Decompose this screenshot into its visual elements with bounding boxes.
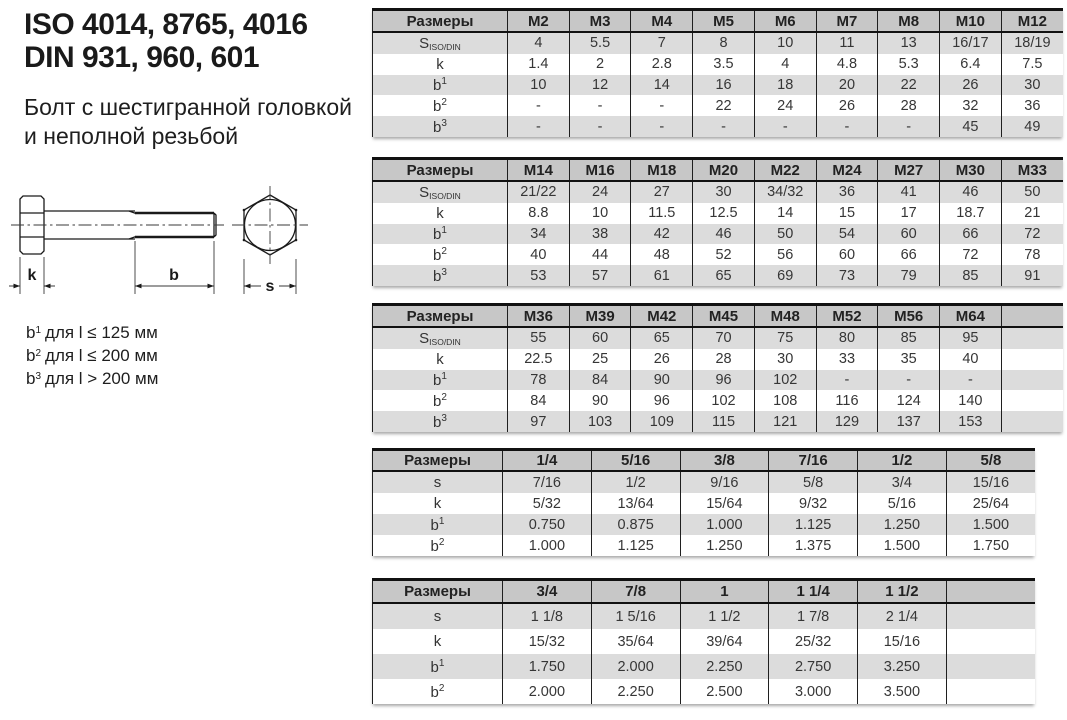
dimension-value bbox=[1001, 370, 1063, 391]
table-row bbox=[373, 679, 1036, 704]
dimension-value: 72 bbox=[1001, 224, 1063, 245]
row-label: $b^1$ bbox=[373, 75, 508, 96]
dimension-b bbox=[135, 241, 214, 294]
size-column-header: M2 bbox=[508, 10, 570, 33]
dimension-value: 2.000 bbox=[591, 654, 680, 679]
dimension-value: 13/64 bbox=[591, 493, 680, 514]
row-label: $b^1$ bbox=[373, 654, 503, 679]
dimension-value: 20 bbox=[816, 75, 878, 96]
table-row bbox=[373, 514, 1036, 535]
dimension-value: 42 bbox=[631, 224, 693, 245]
dimension-value: 4 bbox=[508, 32, 570, 54]
size-column-header: M48 bbox=[754, 305, 816, 328]
bolt-dimensions-table-inch-2 bbox=[372, 578, 1035, 704]
dimension-value: 78 bbox=[1001, 244, 1063, 265]
dimension-value: 2 1/4 bbox=[858, 603, 947, 629]
size-column-header: M64 bbox=[940, 305, 1002, 328]
dimension-value: 34/32 bbox=[754, 181, 816, 203]
row-label: $S_{ISO/DIN}$ bbox=[373, 32, 508, 54]
dimension-value: 69 bbox=[754, 265, 816, 286]
row-label: $b^2$ bbox=[373, 679, 503, 704]
dimension-value: 46 bbox=[940, 181, 1002, 203]
title-iso-standards: ISO 4014, 8765, 4016 bbox=[24, 8, 308, 41]
dimension-value: 26 bbox=[631, 349, 693, 370]
size-column-header: M30 bbox=[940, 159, 1002, 182]
row-label: $b^3$ bbox=[373, 411, 508, 432]
size-column-header: M14 bbox=[508, 159, 570, 182]
dimension-value: - bbox=[569, 95, 631, 116]
row-label: $b^2$ bbox=[373, 95, 508, 116]
size-column-header: M5 bbox=[693, 10, 755, 33]
dimension-value: 109 bbox=[631, 411, 693, 432]
dimension-value: - bbox=[631, 116, 693, 137]
dimension-value: 24 bbox=[754, 95, 816, 116]
dimension-value: 38 bbox=[569, 224, 631, 245]
size-column-header: M10 bbox=[940, 10, 1002, 33]
dimension-value: 78 bbox=[508, 370, 570, 391]
dimension-value: 90 bbox=[569, 390, 631, 411]
dimension-value: 44 bbox=[569, 244, 631, 265]
dimension-value: 41 bbox=[878, 181, 940, 203]
note: $b^2$ для l ≤ 200 мм bbox=[26, 346, 158, 365]
dimension-k bbox=[9, 257, 55, 294]
row-label: $b^2$ bbox=[373, 535, 503, 556]
size-column-header: M39 bbox=[569, 305, 631, 328]
size-column-header: 1 bbox=[680, 580, 769, 604]
table-row bbox=[373, 181, 1064, 203]
table-row bbox=[373, 75, 1064, 96]
dimension-value: 14 bbox=[754, 203, 816, 224]
size-column-header: 3/4 bbox=[503, 580, 592, 604]
table-row bbox=[373, 265, 1064, 286]
dimension-value: 30 bbox=[754, 349, 816, 370]
dimension-value: 1/2 bbox=[591, 471, 680, 493]
dimension-value: 5.5 bbox=[569, 32, 631, 54]
dimension-value: 0.750 bbox=[503, 514, 592, 535]
dimension-value: 36 bbox=[816, 181, 878, 203]
dimension-value: 16 bbox=[693, 75, 755, 96]
dimension-value: - bbox=[878, 370, 940, 391]
dimension-value: 26 bbox=[940, 75, 1002, 96]
table-row bbox=[373, 603, 1036, 629]
dimension-value: 1.500 bbox=[858, 535, 947, 556]
size-column-header: 5/8 bbox=[946, 450, 1035, 472]
size-column-header: M6 bbox=[754, 10, 816, 33]
dimension-value: 90 bbox=[631, 370, 693, 391]
dimension-value: 22 bbox=[693, 95, 755, 116]
note: $b^3$ для l > 200 мм bbox=[26, 369, 159, 388]
dimension-value: 73 bbox=[816, 265, 878, 286]
dimension-value: 11.5 bbox=[631, 203, 693, 224]
dimension-value: 14 bbox=[631, 75, 693, 96]
dimension-value: 2 bbox=[569, 54, 631, 75]
table-row bbox=[373, 471, 1036, 493]
size-column-header: 7/8 bbox=[591, 580, 680, 604]
dimension-value: 15/16 bbox=[946, 471, 1035, 493]
dimension-value: 4.8 bbox=[816, 54, 878, 75]
title-din-standards: DIN 931, 960, 601 bbox=[24, 41, 260, 74]
dimension-value: 18 bbox=[754, 75, 816, 96]
row-label: $b^3$ bbox=[373, 116, 508, 137]
dimension-value: 129 bbox=[816, 411, 878, 432]
dimension-value: 11 bbox=[816, 32, 878, 54]
dimension-value: - bbox=[693, 116, 755, 137]
dimension-value: 2.750 bbox=[769, 654, 858, 679]
bolt-technical-drawing bbox=[8, 183, 340, 318]
size-column-header: M8 bbox=[878, 10, 940, 33]
dimension-value: 1.500 bbox=[946, 514, 1035, 535]
table-row bbox=[373, 390, 1064, 411]
dimension-value: 137 bbox=[878, 411, 940, 432]
dimension-value: 7.5 bbox=[1001, 54, 1063, 75]
dimension-value bbox=[1001, 411, 1063, 432]
dimension-value: 3.5 bbox=[693, 54, 755, 75]
dimension-value: 27 bbox=[631, 181, 693, 203]
dimension-label-s: s bbox=[265, 278, 275, 295]
size-column-header: 1/4 bbox=[503, 450, 592, 472]
size-column-header: M42 bbox=[631, 305, 693, 328]
dimension-value: 1.375 bbox=[769, 535, 858, 556]
dimension-value: 15/64 bbox=[680, 493, 769, 514]
dimension-value: 9/16 bbox=[680, 471, 769, 493]
dimension-value: 12.5 bbox=[693, 203, 755, 224]
dimension-value: 25 bbox=[569, 349, 631, 370]
dimension-value: 1.250 bbox=[680, 535, 769, 556]
row-label: s bbox=[373, 471, 503, 493]
dimension-value: 124 bbox=[878, 390, 940, 411]
dimension-value: 54 bbox=[816, 224, 878, 245]
subtitle-line-2: и неполной резьбой bbox=[24, 123, 239, 149]
dimension-value: 53 bbox=[508, 265, 570, 286]
table-row bbox=[373, 535, 1036, 556]
size-column-header: M22 bbox=[754, 159, 816, 182]
dimension-value bbox=[946, 654, 1035, 679]
dimension-value: 4 bbox=[754, 54, 816, 75]
dimension-value: 34 bbox=[508, 224, 570, 245]
size-column-header: 3/8 bbox=[680, 450, 769, 472]
dimension-value: 7 bbox=[631, 32, 693, 54]
dimension-value: 108 bbox=[754, 390, 816, 411]
dimension-value: 66 bbox=[940, 224, 1002, 245]
size-column-header: M16 bbox=[569, 159, 631, 182]
row-label: k bbox=[373, 629, 503, 654]
dimension-value: - bbox=[508, 95, 570, 116]
dimension-value: 12 bbox=[569, 75, 631, 96]
bolt-dimensions-table-metric-3 bbox=[372, 303, 1063, 432]
note: $b^1$ для l ≤ 125 мм bbox=[26, 323, 158, 342]
dimension-label-b: b bbox=[169, 267, 179, 284]
dimension-value: 75 bbox=[754, 327, 816, 349]
dimension-value: 16/17 bbox=[940, 32, 1002, 54]
dimension-value: 30 bbox=[693, 181, 755, 203]
dimension-value: 50 bbox=[754, 224, 816, 245]
dimension-value bbox=[946, 679, 1035, 704]
size-column-header: M45 bbox=[693, 305, 755, 328]
size-column-header: M20 bbox=[693, 159, 755, 182]
dimension-value: 28 bbox=[878, 95, 940, 116]
table-row bbox=[373, 95, 1064, 116]
dimension-value: 65 bbox=[693, 265, 755, 286]
dimension-value: 3.500 bbox=[858, 679, 947, 704]
dimension-value: 1 5/16 bbox=[591, 603, 680, 629]
dimension-label-k: k bbox=[27, 267, 37, 284]
dimension-value: 96 bbox=[631, 390, 693, 411]
table-row bbox=[373, 327, 1064, 349]
dimension-value: 5/16 bbox=[858, 493, 947, 514]
dimension-value: 46 bbox=[693, 224, 755, 245]
dimension-value: 121 bbox=[754, 411, 816, 432]
dimension-value: 36 bbox=[1001, 95, 1063, 116]
size-column-header: M33 bbox=[1001, 159, 1063, 182]
table-row bbox=[373, 116, 1064, 137]
dimension-value: 49 bbox=[1001, 116, 1063, 137]
dimension-value: 5.3 bbox=[878, 54, 940, 75]
bolt-head-end-view bbox=[232, 186, 308, 264]
dimension-value: 60 bbox=[816, 244, 878, 265]
size-column-header: 1 1/2 bbox=[858, 580, 947, 604]
dimension-value: 91 bbox=[1001, 265, 1063, 286]
thread-length-notes bbox=[26, 320, 158, 389]
dimension-value: 10 bbox=[569, 203, 631, 224]
dimension-value: 2.500 bbox=[680, 679, 769, 704]
dimension-value: 8.8 bbox=[508, 203, 570, 224]
dimension-value: 13 bbox=[878, 32, 940, 54]
dimension-value: 116 bbox=[816, 390, 878, 411]
size-column-header: M36 bbox=[508, 305, 570, 328]
dimension-value: 103 bbox=[569, 411, 631, 432]
dimension-value: - bbox=[940, 370, 1002, 391]
dimension-value: 28 bbox=[693, 349, 755, 370]
size-column-header bbox=[946, 580, 1035, 604]
dimension-value: 25/64 bbox=[946, 493, 1035, 514]
dimension-value: 140 bbox=[940, 390, 1002, 411]
dimension-value: 6.4 bbox=[940, 54, 1002, 75]
dimension-value: 60 bbox=[569, 327, 631, 349]
row-label: k bbox=[373, 54, 508, 75]
dimension-value: 115 bbox=[693, 411, 755, 432]
dimension-value: 2.250 bbox=[591, 679, 680, 704]
dimension-value: 15 bbox=[816, 203, 878, 224]
dimension-value: 66 bbox=[878, 244, 940, 265]
row-label: $S_{ISO/DIN}$ bbox=[373, 181, 508, 203]
dimension-value: 35 bbox=[878, 349, 940, 370]
dimension-value: 21 bbox=[1001, 203, 1063, 224]
size-column-header: M7 bbox=[816, 10, 878, 33]
dimension-value bbox=[946, 629, 1035, 654]
size-column-header: M56 bbox=[878, 305, 940, 328]
dimension-value: 1.000 bbox=[503, 535, 592, 556]
size-column-header: 5/16 bbox=[591, 450, 680, 472]
table-row bbox=[373, 349, 1064, 370]
dimension-value: 61 bbox=[631, 265, 693, 286]
dimension-value: 57 bbox=[569, 265, 631, 286]
dimension-value: 25/32 bbox=[769, 629, 858, 654]
size-column-header: 1/2 bbox=[858, 450, 947, 472]
dimension-value: 85 bbox=[940, 265, 1002, 286]
dimension-value: 3.000 bbox=[769, 679, 858, 704]
dimension-value: 85 bbox=[878, 327, 940, 349]
dimension-value: 1 7/8 bbox=[769, 603, 858, 629]
dimension-value: 40 bbox=[940, 349, 1002, 370]
row-label: $b^3$ bbox=[373, 265, 508, 286]
dimension-value: 80 bbox=[816, 327, 878, 349]
dimension-value: 8 bbox=[693, 32, 755, 54]
size-column-header bbox=[1001, 305, 1063, 328]
dimension-value: 1.750 bbox=[503, 654, 592, 679]
bolt-dimensions-table-metric-2 bbox=[372, 157, 1063, 286]
dimension-value: 52 bbox=[693, 244, 755, 265]
dimension-value: 18/19 bbox=[1001, 32, 1063, 54]
dimension-value: 9/32 bbox=[769, 493, 858, 514]
dimension-value: 2.8 bbox=[631, 54, 693, 75]
dimension-value: 50 bbox=[1001, 181, 1063, 203]
size-column-header: M24 bbox=[816, 159, 878, 182]
dimension-value: 0.875 bbox=[591, 514, 680, 535]
table-corner-label: Размеры bbox=[373, 10, 508, 33]
size-column-header: M18 bbox=[631, 159, 693, 182]
table-corner-label: Размеры bbox=[373, 159, 508, 182]
dimension-value: 5/8 bbox=[769, 471, 858, 493]
dimension-value: - bbox=[816, 370, 878, 391]
dimension-value: 65 bbox=[631, 327, 693, 349]
dimension-value: 48 bbox=[631, 244, 693, 265]
dimension-value: 97 bbox=[508, 411, 570, 432]
page-subtitle bbox=[24, 93, 352, 151]
dimension-value: 96 bbox=[693, 370, 755, 391]
dimension-value: 1.000 bbox=[680, 514, 769, 535]
dimension-value: 15/32 bbox=[503, 629, 592, 654]
dimension-value: 1.250 bbox=[858, 514, 947, 535]
dimension-value bbox=[1001, 327, 1063, 349]
dimension-value: 18.7 bbox=[940, 203, 1002, 224]
page-title bbox=[24, 8, 308, 74]
table-row bbox=[373, 244, 1064, 265]
dimension-value bbox=[1001, 390, 1063, 411]
dimension-value: - bbox=[631, 95, 693, 116]
table-row bbox=[373, 32, 1064, 54]
dimension-value: - bbox=[569, 116, 631, 137]
dimension-value: - bbox=[508, 116, 570, 137]
table-row bbox=[373, 224, 1064, 245]
table-corner-label: Размеры bbox=[373, 305, 508, 328]
dimension-value: 17 bbox=[878, 203, 940, 224]
dimension-value: 70 bbox=[693, 327, 755, 349]
dimension-value bbox=[1001, 349, 1063, 370]
dimension-value: - bbox=[816, 116, 878, 137]
dimension-value: 40 bbox=[508, 244, 570, 265]
dimension-value: 32 bbox=[940, 95, 1002, 116]
size-column-header: M4 bbox=[631, 10, 693, 33]
row-label: $b^2$ bbox=[373, 244, 508, 265]
dimension-value: 3.250 bbox=[858, 654, 947, 679]
dimension-value: 55 bbox=[508, 327, 570, 349]
size-column-header: M27 bbox=[878, 159, 940, 182]
bolt-dimensions-table-inch-1 bbox=[372, 448, 1035, 556]
size-column-header: 7/16 bbox=[769, 450, 858, 472]
dimension-value: 84 bbox=[508, 390, 570, 411]
dimension-value: 1 1/2 bbox=[680, 603, 769, 629]
dimension-value: 102 bbox=[754, 370, 816, 391]
subtitle-line-1: Болт с шестигранной головкой bbox=[24, 94, 352, 120]
row-label: k bbox=[373, 493, 503, 514]
dimension-value: 33 bbox=[816, 349, 878, 370]
dimension-value: 1.125 bbox=[591, 535, 680, 556]
dimension-value: 1.4 bbox=[508, 54, 570, 75]
dimension-value: 5/32 bbox=[503, 493, 592, 514]
row-label: $b^1$ bbox=[373, 514, 503, 535]
dimension-value: 45 bbox=[940, 116, 1002, 137]
dimension-value: 3/4 bbox=[858, 471, 947, 493]
table-row bbox=[373, 370, 1064, 391]
dimension-value: 22 bbox=[878, 75, 940, 96]
dimension-value: 7/16 bbox=[503, 471, 592, 493]
dimension-value: 15/16 bbox=[858, 629, 947, 654]
dimension-value: - bbox=[754, 116, 816, 137]
row-label: $b^1$ bbox=[373, 224, 508, 245]
dimension-value: 1.125 bbox=[769, 514, 858, 535]
dimension-value: 72 bbox=[940, 244, 1002, 265]
dimension-value: - bbox=[878, 116, 940, 137]
dimension-value: 26 bbox=[816, 95, 878, 116]
dimension-value: 1 1/8 bbox=[503, 603, 592, 629]
dimension-value: 102 bbox=[693, 390, 755, 411]
row-label: $b^2$ bbox=[373, 390, 508, 411]
row-label: k bbox=[373, 349, 508, 370]
table-row bbox=[373, 54, 1064, 75]
dimension-value: 2.000 bbox=[503, 679, 592, 704]
row-label: $b^1$ bbox=[373, 370, 508, 391]
dimension-value: 2.250 bbox=[680, 654, 769, 679]
dimension-value: 84 bbox=[569, 370, 631, 391]
table-corner-label: Размеры bbox=[373, 450, 503, 472]
dimension-value: 95 bbox=[940, 327, 1002, 349]
size-column-header: M52 bbox=[816, 305, 878, 328]
size-column-header: 1 1/4 bbox=[769, 580, 858, 604]
table-row bbox=[373, 629, 1036, 654]
dimension-s bbox=[244, 259, 296, 295]
table-row bbox=[373, 203, 1064, 224]
dimension-value: 39/64 bbox=[680, 629, 769, 654]
dimension-value: 21/22 bbox=[508, 181, 570, 203]
dimension-value bbox=[946, 603, 1035, 629]
row-label: k bbox=[373, 203, 508, 224]
dimension-value: 10 bbox=[754, 32, 816, 54]
table-row bbox=[373, 493, 1036, 514]
row-label: $S_{ISO/DIN}$ bbox=[373, 327, 508, 349]
dimension-value: 22.5 bbox=[508, 349, 570, 370]
table-corner-label: Размеры bbox=[373, 580, 503, 604]
dimension-value: 35/64 bbox=[591, 629, 680, 654]
table-row bbox=[373, 411, 1064, 432]
dimension-value: 60 bbox=[878, 224, 940, 245]
dimension-value: 10 bbox=[508, 75, 570, 96]
bolt-dimensions-table-metric-1 bbox=[372, 8, 1063, 137]
table-row bbox=[373, 654, 1036, 679]
dimension-value: 56 bbox=[754, 244, 816, 265]
size-column-header: M12 bbox=[1001, 10, 1063, 33]
row-label: s bbox=[373, 603, 503, 629]
size-column-header: M3 bbox=[569, 10, 631, 33]
dimension-value: 24 bbox=[569, 181, 631, 203]
dimension-value: 153 bbox=[940, 411, 1002, 432]
dimension-value: 30 bbox=[1001, 75, 1063, 96]
dimension-value: 1.750 bbox=[946, 535, 1035, 556]
dimension-value: 79 bbox=[878, 265, 940, 286]
